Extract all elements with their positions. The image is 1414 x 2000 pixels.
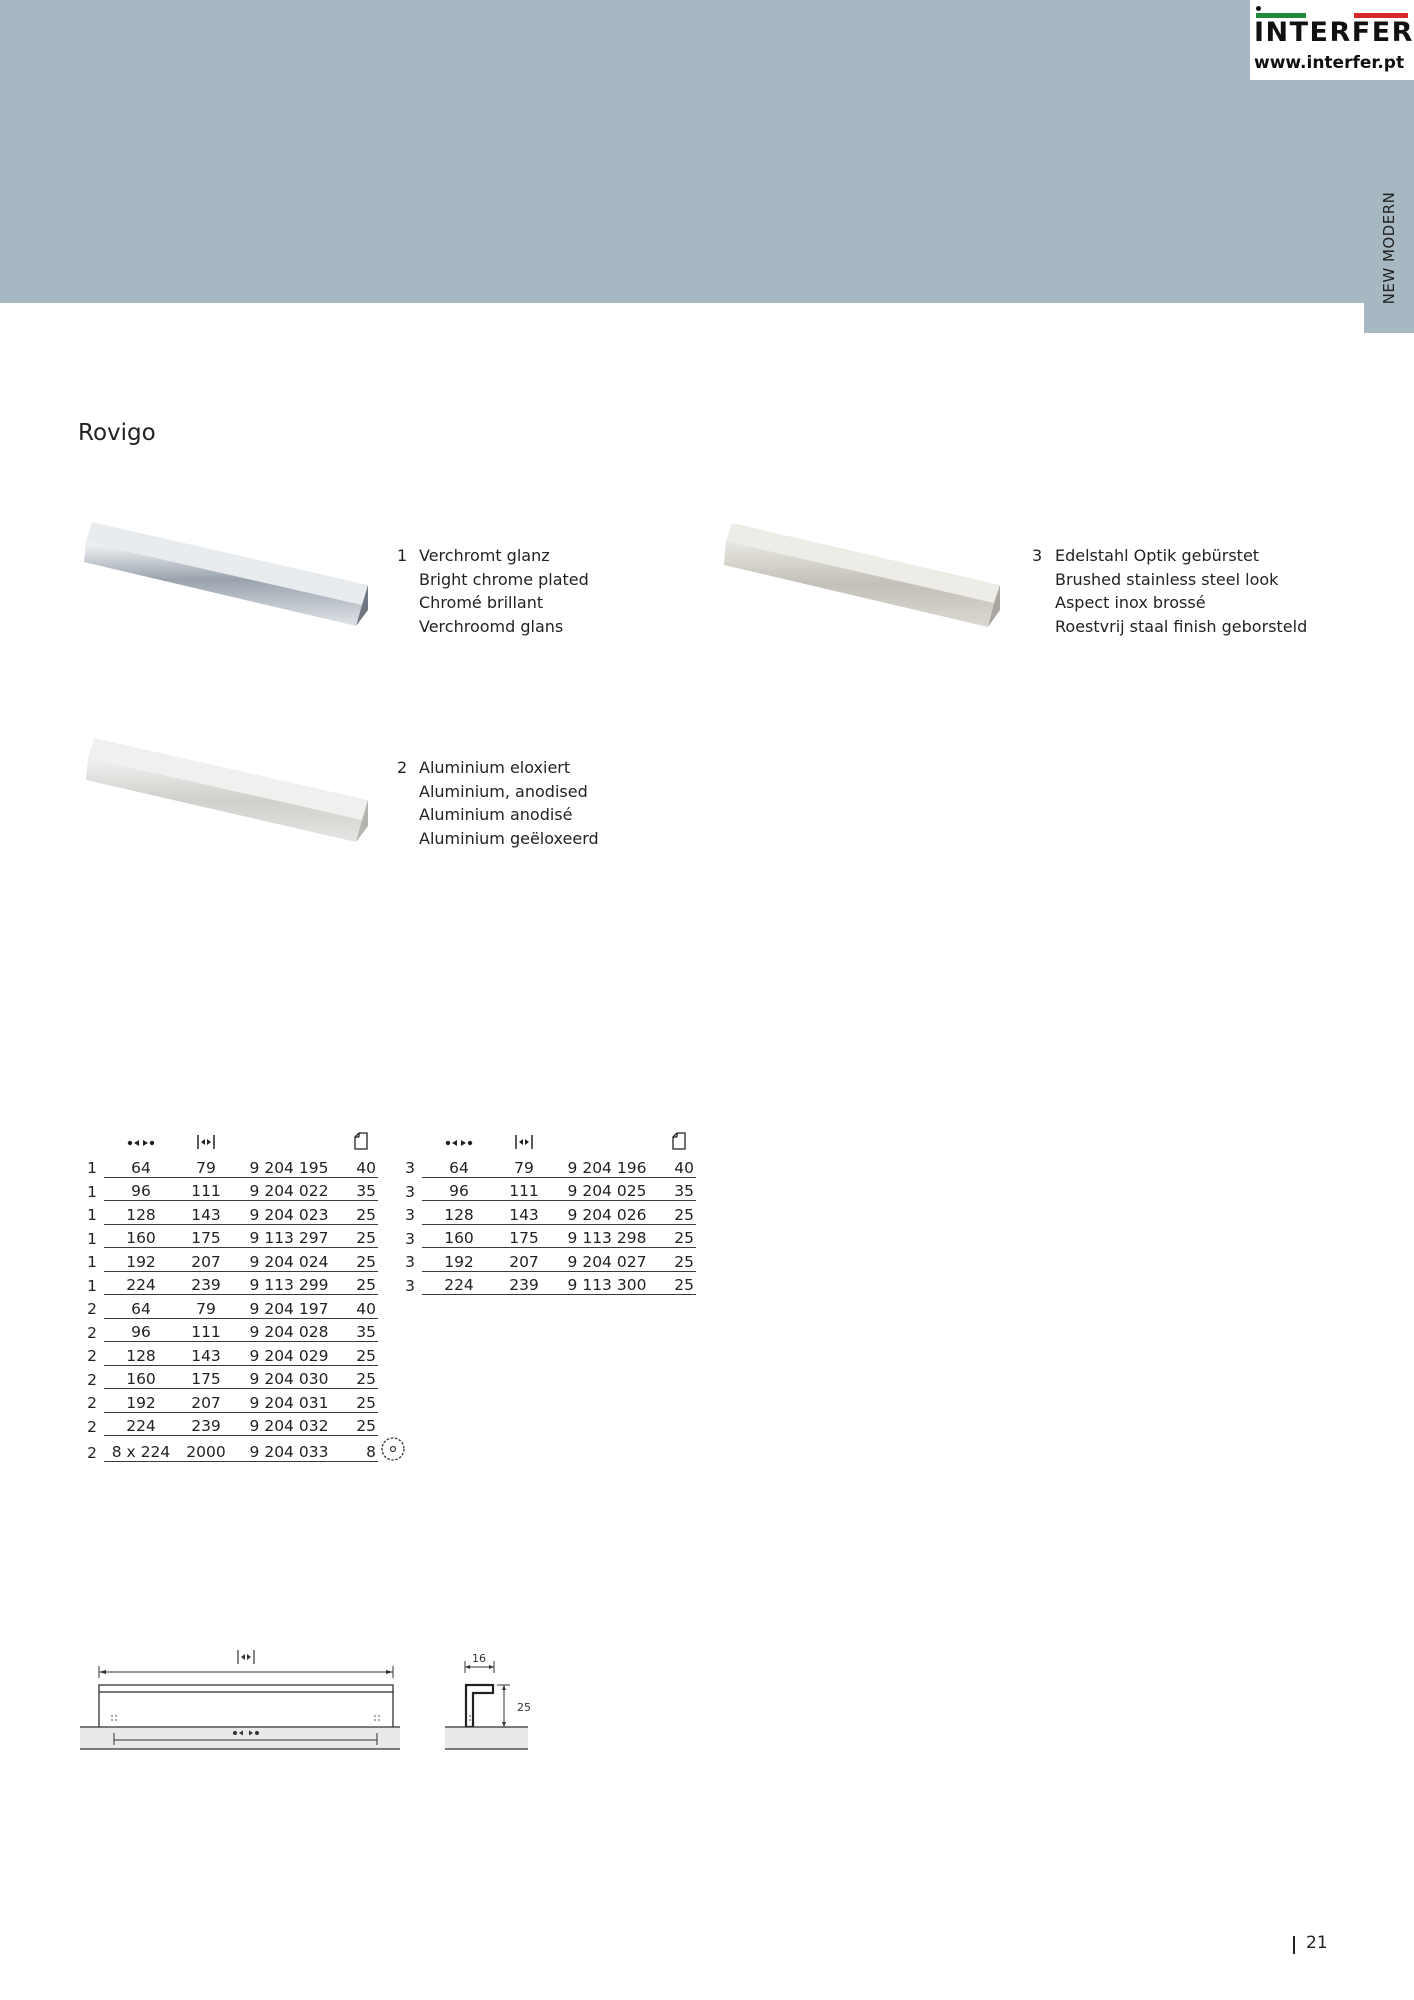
variant-2-number: 2	[397, 758, 408, 777]
hole-spacing-cell: 64	[104, 1295, 178, 1319]
hole-spacing-cell: 96	[104, 1177, 178, 1201]
quantity-cell: 25	[344, 1248, 378, 1272]
hole-spacing-cell: 192	[104, 1248, 178, 1272]
length-icon	[514, 1134, 534, 1150]
variant-1-line: Bright chrome plated	[419, 569, 589, 589]
article-number-cell: 9 204 023	[234, 1201, 344, 1225]
hole-spacing-cell: 160	[104, 1365, 178, 1389]
extra-cell	[378, 1365, 406, 1389]
hole-spacing-cell: 64	[422, 1154, 496, 1177]
article-number-cell: 9 204 195	[234, 1154, 344, 1177]
article-number-cell: 9 113 299	[234, 1271, 344, 1295]
variant-3-line: Brushed stainless steel look	[1055, 569, 1279, 589]
hole-spacing-cell: 192	[422, 1248, 496, 1272]
brand-url[interactable]: www.interfer.pt	[1254, 53, 1405, 73]
table-row	[80, 1365, 406, 1389]
saw-cut-icon	[380, 1436, 406, 1462]
quantity-cell: 25	[662, 1271, 696, 1295]
length-cell: 239	[178, 1412, 234, 1436]
length-cell: 143	[178, 1342, 234, 1366]
profile-height-label: 25	[517, 1701, 531, 1714]
variant-cell: 1	[87, 1253, 97, 1271]
front-view-drawing	[75, 1645, 420, 1755]
variant-cell: 3	[405, 1253, 415, 1271]
variant-2-line: Aluminium geëloxeerd	[419, 828, 599, 848]
variant-1-line: Chromé brillant	[419, 593, 544, 612]
article-number-cell: 9 204 033	[234, 1436, 344, 1462]
hole-spacing-cell: 128	[104, 1201, 178, 1225]
table-row	[80, 1154, 406, 1177]
variant-cell: 1	[87, 1229, 97, 1248]
table-row	[80, 1318, 406, 1342]
article-number-cell: 9 204 026	[552, 1201, 662, 1225]
table-row	[398, 1271, 696, 1295]
variant-cell: 2	[87, 1443, 97, 1462]
table-row	[398, 1177, 696, 1201]
variant-2-line: Aluminium, anodised	[419, 781, 588, 801]
table-row	[398, 1201, 696, 1225]
length-cell: 143	[178, 1201, 234, 1225]
table-row	[80, 1271, 406, 1295]
variant-1-line: Verchroomd glans	[419, 616, 564, 636]
table-row	[80, 1389, 406, 1413]
variant-cell: 1	[87, 1276, 97, 1295]
hole-spacing-cell: 224	[104, 1412, 178, 1436]
variant-3-line: Edelstahl Optik gebürstet	[1055, 546, 1260, 565]
hole-spacing-cell: 192	[104, 1389, 178, 1413]
variant-2-description	[419, 756, 599, 850]
table-header	[80, 1130, 406, 1154]
quantity-cell: 25	[344, 1201, 378, 1225]
length-cell: 207	[496, 1248, 552, 1272]
product-title: Rovigo	[78, 420, 156, 446]
brand-logo[interactable]	[1250, 0, 1414, 80]
length-cell: 79	[178, 1154, 234, 1177]
profile-width-label: 16	[472, 1652, 486, 1665]
header-banner	[0, 0, 1414, 303]
profile-drawing	[440, 1645, 540, 1755]
length-cell: 207	[178, 1248, 234, 1272]
article-number-cell: 9 204 022	[234, 1177, 344, 1201]
length-cell: 239	[178, 1271, 234, 1295]
extra-cell	[378, 1318, 406, 1342]
article-number-cell: 9 204 196	[552, 1154, 662, 1177]
table-row	[80, 1295, 406, 1319]
extra-cell	[378, 1389, 406, 1413]
length-cell: 207	[178, 1389, 234, 1413]
variant-3-line: Roestvrij staal finish geborsteld	[1055, 616, 1308, 636]
extra-cell	[378, 1412, 406, 1436]
length-cell: 111	[496, 1177, 552, 1201]
stainless-handle-image	[718, 515, 1008, 635]
variant-cell: 3	[405, 1159, 415, 1177]
table-header	[398, 1130, 696, 1154]
quantity-cell: 40	[344, 1295, 378, 1319]
article-number-cell: 9 204 025	[552, 1177, 662, 1201]
hole-spacing-cell: 128	[422, 1201, 496, 1225]
variant-cell: 3	[405, 1229, 415, 1248]
article-number-cell: 9 113 298	[552, 1224, 662, 1248]
length-cell: 175	[178, 1224, 234, 1248]
variant-3-line: Aspect inox brossé	[1055, 593, 1206, 612]
article-table-left	[80, 1130, 406, 1462]
quantity-cell: 25	[344, 1412, 378, 1436]
brand-name: INTERFER	[1254, 17, 1414, 48]
extra-cell	[378, 1295, 406, 1319]
chrome-handle-image	[80, 510, 380, 635]
table-row	[80, 1177, 406, 1201]
article-number-cell: 9 113 300	[552, 1271, 662, 1295]
variant-cell: 2	[87, 1347, 97, 1365]
table-row	[398, 1154, 696, 1177]
article-number-cell: 9 204 030	[234, 1365, 344, 1389]
hole-spacing-icon	[445, 1136, 473, 1150]
hole-spacing-cell: 96	[104, 1318, 178, 1342]
length-cell: 143	[496, 1201, 552, 1225]
variant-cell: 1	[87, 1206, 97, 1224]
article-number-cell: 9 204 197	[234, 1295, 344, 1319]
variant-cell: 3	[405, 1276, 415, 1295]
variant-cell: 1	[87, 1159, 97, 1177]
page-number: 21	[1306, 1933, 1328, 1953]
table-row	[80, 1201, 406, 1225]
variant-2-line: Aluminium anodisé	[419, 805, 573, 824]
quantity-cell: 25	[344, 1271, 378, 1295]
variant-cell: 2	[87, 1394, 97, 1412]
table-row	[80, 1248, 406, 1272]
quantity-cell: 25	[344, 1389, 378, 1413]
article-number-cell: 9 204 027	[552, 1248, 662, 1272]
quantity-cell: 40	[662, 1154, 696, 1177]
quantity-cell: 25	[344, 1224, 378, 1248]
length-cell: 111	[178, 1177, 234, 1201]
article-number-cell: 9 204 031	[234, 1389, 344, 1413]
variant-3-number: 3	[1032, 546, 1043, 565]
length-cell: 79	[178, 1295, 234, 1319]
hole-spacing-cell: 160	[422, 1224, 496, 1248]
page-number-divider	[1293, 1936, 1295, 1954]
length-cell: 239	[496, 1271, 552, 1295]
quantity-cell: 25	[662, 1224, 696, 1248]
quantity-cell: 35	[662, 1177, 696, 1201]
package-icon	[671, 1132, 687, 1150]
hole-spacing-cell: 128	[104, 1342, 178, 1366]
hole-spacing-cell: 64	[104, 1154, 178, 1177]
article-number-cell: 9 204 028	[234, 1318, 344, 1342]
quantity-cell: 35	[344, 1177, 378, 1201]
package-icon	[353, 1132, 369, 1150]
variant-cell: 2	[87, 1300, 97, 1318]
hole-spacing-icon	[127, 1136, 155, 1150]
quantity-cell: 40	[344, 1154, 378, 1177]
quantity-cell: 8	[344, 1436, 378, 1462]
variant-cell: 1	[87, 1182, 97, 1201]
length-cell: 79	[496, 1154, 552, 1177]
article-number-cell: 9 204 029	[234, 1342, 344, 1366]
hole-spacing-cell: 224	[104, 1271, 178, 1295]
variant-cell: 2	[87, 1417, 97, 1436]
logo-dot	[1256, 6, 1261, 11]
hole-spacing-cell: 96	[422, 1177, 496, 1201]
extra-cell	[378, 1436, 406, 1462]
table-row	[80, 1224, 406, 1248]
variant-1-line: Verchromt glanz	[419, 546, 550, 565]
quantity-cell: 25	[662, 1201, 696, 1225]
length-cell: 175	[496, 1224, 552, 1248]
variant-cell: 2	[87, 1323, 97, 1342]
length-cell: 175	[178, 1365, 234, 1389]
length-icon	[196, 1134, 216, 1150]
table-row	[80, 1412, 406, 1436]
quantity-cell: 25	[344, 1342, 378, 1366]
variant-cell: 3	[405, 1182, 415, 1201]
variant-cell: 3	[405, 1206, 415, 1224]
extra-cell	[378, 1342, 406, 1366]
article-number-cell: 9 204 024	[234, 1248, 344, 1272]
variant-3-description	[1055, 544, 1307, 638]
hole-spacing-cell: 8 x 224	[104, 1436, 178, 1462]
length-cell: 2000	[178, 1436, 234, 1462]
quantity-cell: 25	[344, 1365, 378, 1389]
variant-2-line: Aluminium eloxiert	[419, 758, 571, 777]
length-cell: 111	[178, 1318, 234, 1342]
variant-1-number: 1	[397, 546, 408, 565]
table-row	[398, 1224, 696, 1248]
length-dimension-icon	[238, 1650, 254, 1664]
table-row	[80, 1436, 406, 1462]
table-row	[398, 1248, 696, 1272]
variant-cell: 2	[87, 1370, 97, 1389]
aluminium-handle-image	[80, 728, 380, 853]
hole-spacing-cell: 224	[422, 1271, 496, 1295]
quantity-cell: 35	[344, 1318, 378, 1342]
variant-1-description	[419, 544, 589, 638]
article-number-cell: 9 113 297	[234, 1224, 344, 1248]
quantity-cell: 25	[662, 1248, 696, 1272]
section-tab-label: NEW MODERN	[1380, 191, 1398, 305]
article-number-cell: 9 204 032	[234, 1412, 344, 1436]
table-row	[80, 1342, 406, 1366]
hole-spacing-cell: 160	[104, 1224, 178, 1248]
article-table-right	[398, 1130, 696, 1295]
